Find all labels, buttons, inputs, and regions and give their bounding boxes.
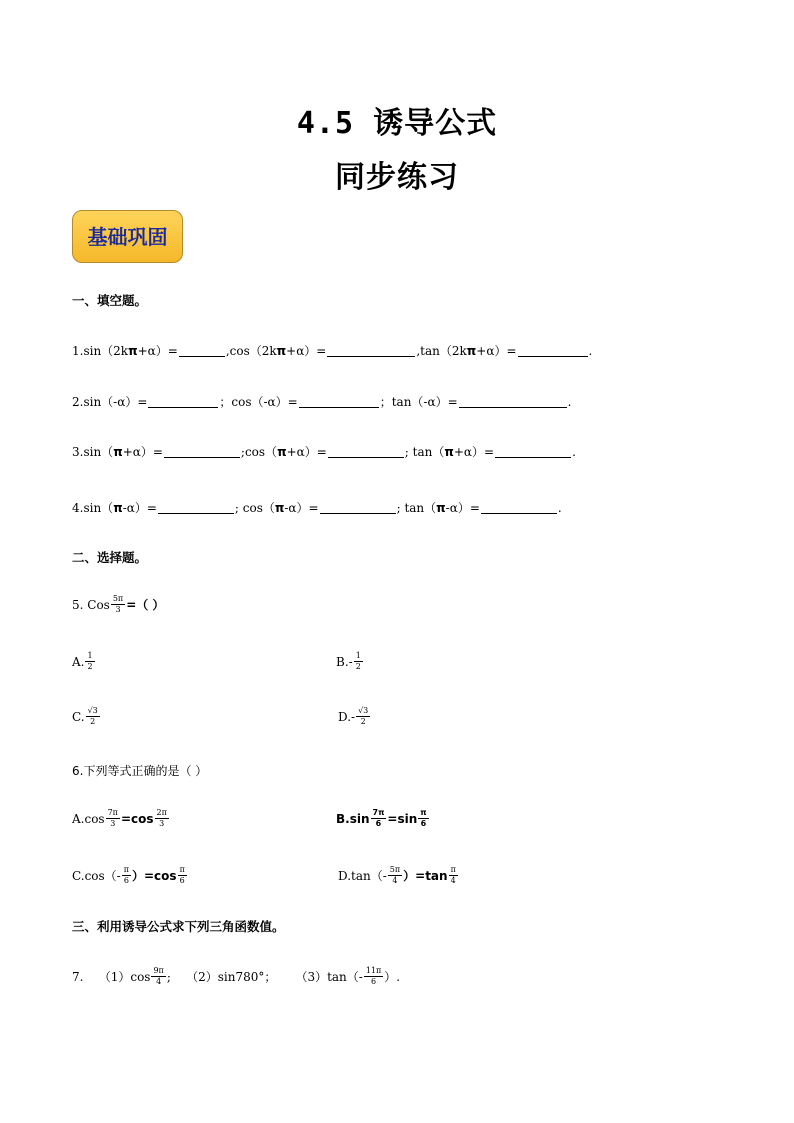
fraction-denominator: 4 (156, 977, 162, 986)
q2-text-a: 2.sin（-α）= (72, 395, 148, 409)
badge-label: 基础巩固 (87, 225, 168, 249)
question-4 (72, 499, 562, 516)
q3-text-d: +α）= (286, 445, 327, 459)
fraction-numerator: π (420, 808, 427, 817)
pi-symbol: π (128, 343, 138, 358)
option-label: B.- (336, 654, 353, 669)
option-6d[interactable] (338, 865, 459, 886)
section-multiple-choice: 二、选择题。 (72, 550, 148, 565)
fraction (106, 808, 120, 829)
option-text: ）=cos (132, 869, 177, 883)
fraction-denominator: 4 (450, 876, 456, 885)
fraction-denominator: 2 (355, 662, 361, 671)
q2-text-d: . (567, 394, 572, 409)
q1-text-e: ,tan（2k (416, 344, 467, 358)
section-badge (72, 210, 183, 263)
option-text: =cos (120, 811, 154, 826)
answer-blank[interactable] (495, 445, 571, 458)
option-text: B.sin (336, 811, 370, 826)
fraction-numerator: π (450, 865, 456, 874)
q4-text-f: -α）= (445, 501, 480, 515)
q7-text-b: ; （2）sin780°； （3）tan（- (166, 970, 363, 984)
q3-text-a: 3.sin（ (72, 445, 114, 459)
fraction (151, 966, 165, 987)
q1-text-b: +α）= (137, 344, 178, 358)
pi-symbol: π (274, 500, 285, 515)
option-5b[interactable] (336, 651, 364, 672)
option-text: C.cos（- (72, 869, 121, 883)
question-3 (72, 443, 576, 460)
fraction-numerator: √3 (358, 706, 369, 715)
fraction (178, 865, 187, 886)
option-5d[interactable] (338, 706, 371, 727)
fraction-denominator: 3 (159, 819, 165, 828)
fraction (356, 706, 370, 727)
option-label: A. (72, 654, 85, 669)
option-5c[interactable] (72, 706, 101, 727)
answer-blank[interactable] (518, 344, 588, 357)
q4-text-c: ; cos（ (234, 501, 275, 515)
fraction-numerator: π (179, 865, 185, 874)
fraction-denominator: 6 (123, 876, 129, 885)
answer-blank[interactable] (148, 395, 218, 408)
pi-symbol: π (466, 343, 477, 358)
fraction-denominator: 2 (90, 717, 96, 726)
page-title: 4.5 诱导公式 (296, 106, 498, 141)
answer-blank[interactable] (459, 395, 567, 408)
q3-text-c: ;cos（ (240, 445, 278, 459)
fraction-numerator: 9π (153, 966, 164, 975)
fraction-numerator: 7π (107, 808, 118, 817)
pi-symbol: π (276, 343, 287, 358)
fraction-numerator: 5π (112, 594, 124, 603)
option-5a[interactable] (72, 651, 96, 672)
option-label: D.- (338, 709, 356, 724)
pi-symbol: π (277, 444, 287, 459)
q4-text-g: . (557, 500, 562, 515)
fraction-numerator: 1 (355, 651, 361, 660)
option-text: ）=tan (403, 869, 448, 883)
fraction-denominator: 2 (360, 717, 366, 726)
q3-text-b: +α）= (122, 445, 163, 459)
pi-symbol: π (444, 444, 454, 459)
section-evaluate: 三、利用诱导公式求下列三角函数值。 (72, 919, 285, 934)
fraction (354, 651, 363, 672)
q3-text-f: +α）= (453, 445, 495, 459)
q4-text-d: -α）= (284, 501, 319, 515)
option-6a[interactable] (72, 808, 170, 829)
question-1 (72, 342, 592, 359)
section-fill-blank: 一、填空题。 (72, 293, 148, 308)
question-5 (72, 594, 164, 615)
option-6b[interactable] (336, 808, 430, 829)
q1-text-d: +α）= (286, 344, 327, 358)
fraction-numerator: π (123, 865, 129, 874)
page-subtitle: 同步练习 (335, 160, 459, 195)
q4-text-b: -α）= (122, 501, 157, 515)
option-text: =sin (387, 811, 418, 826)
pi-symbol: π (113, 500, 123, 515)
answer-blank[interactable] (320, 501, 396, 514)
fraction (155, 808, 169, 829)
answer-blank[interactable] (158, 501, 234, 514)
fraction (449, 865, 458, 886)
answer-blank[interactable] (179, 344, 225, 357)
fraction-denominator: 6 (179, 876, 185, 885)
fraction-numerator: 1 (87, 651, 93, 660)
question-6: 6.下列等式正确的是（ ） (72, 764, 208, 778)
option-6c[interactable] (72, 865, 188, 886)
pi-symbol: π (436, 500, 446, 515)
fraction (86, 706, 100, 727)
question-2 (72, 393, 571, 410)
option-text: D.tan（- (338, 869, 387, 883)
q5-stem-b: =（ ） (126, 598, 165, 612)
fraction-denominator: 2 (87, 662, 93, 671)
option-label: C. (72, 709, 85, 724)
q1-text-f: +α）= (476, 344, 517, 358)
answer-blank[interactable] (327, 344, 415, 357)
fraction-numerator: 7π (372, 808, 385, 817)
answer-blank[interactable] (164, 445, 240, 458)
q7-text-c: ）. (384, 970, 401, 984)
fraction (371, 808, 387, 829)
q5-stem-a: 5. Cos (72, 597, 110, 612)
fraction (364, 966, 383, 987)
q4-text-a: 4.sin（ (72, 501, 114, 515)
option-text: A.cos (72, 811, 105, 826)
fraction-numerator: 11π (365, 966, 382, 975)
answer-blank[interactable] (328, 445, 404, 458)
answer-blank[interactable] (481, 501, 557, 514)
fraction-denominator: 4 (392, 876, 398, 885)
fraction (388, 865, 402, 886)
q1-text-a: 1.sin（2k (72, 344, 129, 358)
fraction (122, 865, 131, 886)
fraction (111, 594, 125, 615)
pi-symbol: π (113, 444, 123, 459)
fraction-numerator: √3 (87, 706, 98, 715)
fraction-numerator: 2π (156, 808, 167, 817)
q2-text-c: ；tan（-α）= (379, 395, 458, 409)
answer-blank[interactable] (299, 395, 379, 408)
q1-text-g: . (588, 343, 593, 358)
fraction (85, 651, 94, 672)
q3-text-e: ; tan（ (404, 445, 445, 459)
fraction-denominator: 6 (420, 819, 427, 828)
fraction-denominator: 6 (371, 977, 377, 986)
fraction (418, 808, 428, 829)
q7-text-a: 7. （1）cos (72, 970, 151, 984)
fraction-denominator: 3 (110, 819, 116, 828)
fraction-numerator: 5π (389, 865, 401, 874)
fraction-denominator: 3 (115, 605, 121, 614)
q4-text-e: ; tan（ (396, 501, 437, 515)
q2-text-b: ；cos（-α）= (219, 395, 298, 409)
q3-text-g: . (572, 444, 576, 459)
question-7 (72, 966, 400, 987)
fraction-denominator: 6 (375, 819, 382, 828)
q1-text-c: ,cos（2k (225, 344, 277, 358)
